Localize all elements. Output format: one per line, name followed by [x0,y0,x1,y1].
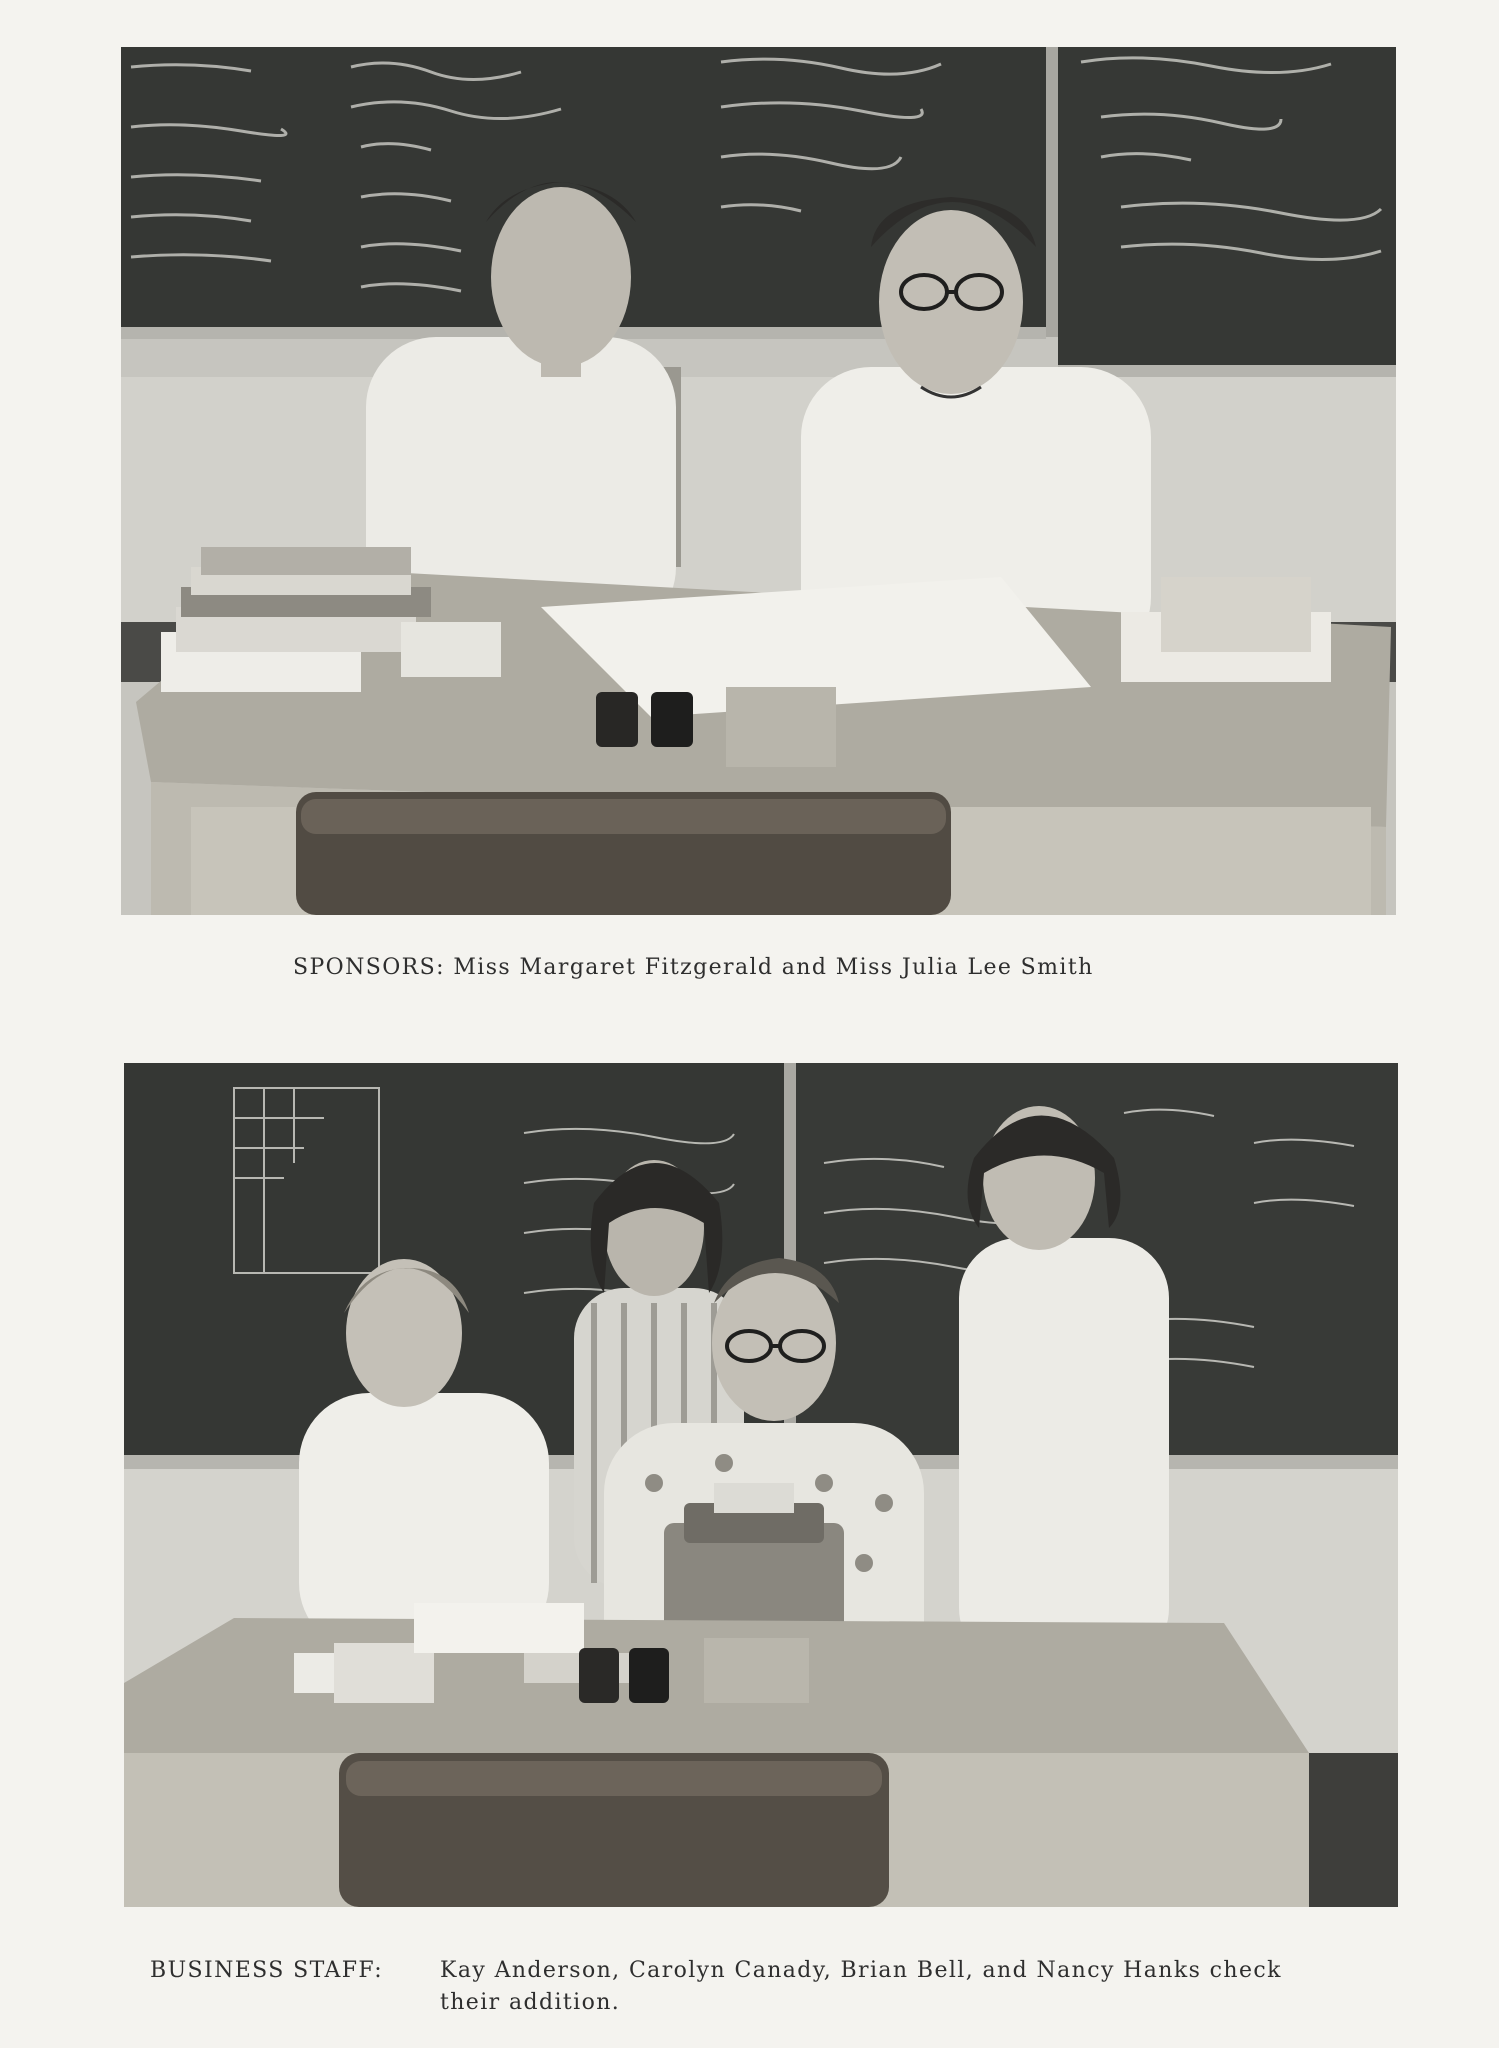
business-staff-photo-illustration [124,1063,1398,1907]
business-staff-caption-text-line2: their addition. [440,1990,621,2015]
business-staff-caption-label: BUSINESS STAFF: [150,1958,384,1983]
business-staff-photo [124,1063,1398,1907]
business-staff-caption [150,1955,1282,2019]
sponsors-caption-label: SPONSORS: [293,955,445,980]
sponsors-photo [121,47,1396,915]
sponsors-caption [293,955,1094,980]
sponsors-photo-illustration [121,47,1396,915]
sponsors-caption-text: Miss Margaret Fitzgerald and Miss Julia Lee Smith [453,955,1094,980]
business-staff-caption-text-line1: Kay Anderson, Carolyn Canady, Brian Bell, and Nancy Hanks check [440,1958,1282,1983]
